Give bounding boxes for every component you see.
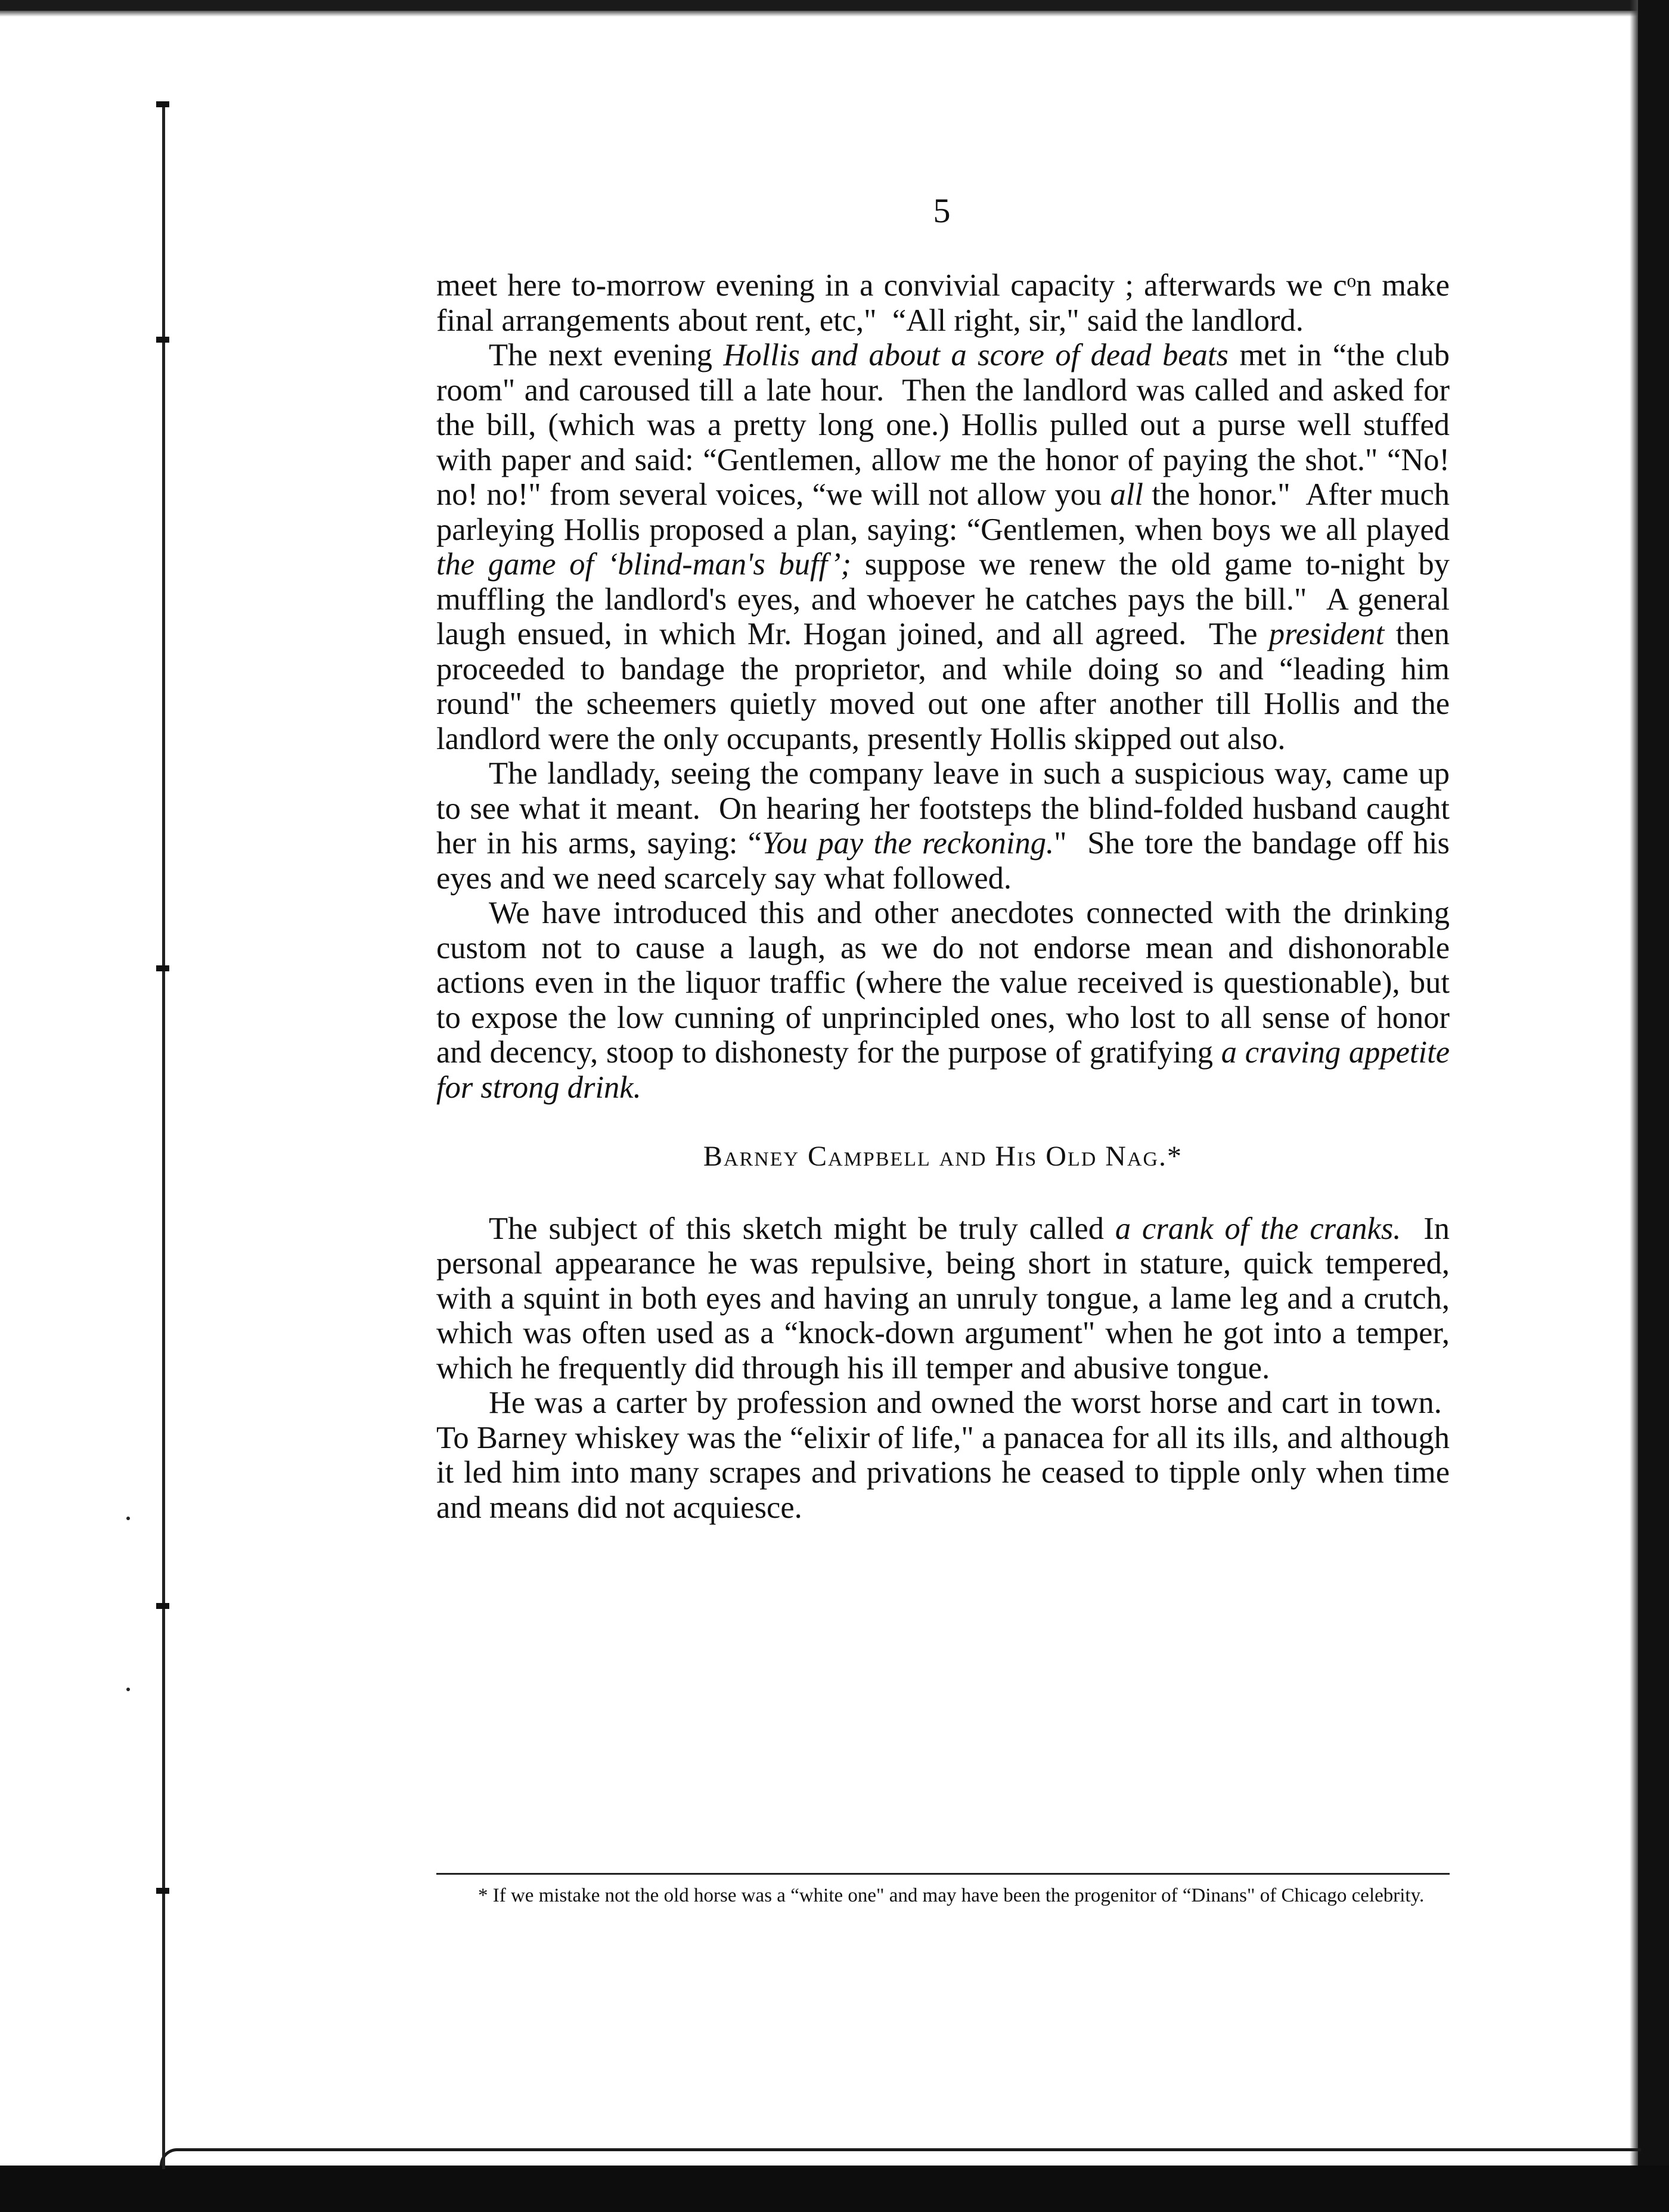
scan-bottom-border (0, 2166, 1669, 2212)
scan-right-shadow (1630, 0, 1638, 2212)
binding-mark (156, 1603, 169, 1609)
footnote-text: * If we mistake not the old horse was a “white one" and may have been the progenitor of “Dinans" of Chicago celebrity. (478, 1885, 1425, 1906)
binding-edge (162, 101, 165, 2169)
paragraph: The next evening Hollis and about a score of dead beats met in “the club room" and caroused till a late hour. Then the landlord was called and asked for the bill, (which was a pretty long one.) Hollis pulled out a purse well stuffed with paper and said: “Gentlemen, allow me the honor of paying the shot." “No! no! no!" from several voices, “we will not allow you all the honor." After much parleying Hollis proposed a plan, saying: “Gentlemen, when boys we all played the game of ‘blind-man's buff’; suppose we renew the old game to-night by muffling the landlord's eyes, and whoever he catches pays the bill." A general laugh ensued, in which Mr. Hogan joined, and all agreed. The president then proceeded to bandage the proprietor, and while doing so and “leading him round" the scheemers quietly moved out one after another till Hollis and the landlord were the only occupants, presently Hollis skipped out also. (436, 338, 1450, 756)
footnote (436, 1884, 1450, 1907)
footnote-rule (436, 1873, 1450, 1875)
binding-mark (156, 337, 169, 343)
section-heading: Barney Campbell and His Old Nag.* (703, 1141, 1183, 1172)
page-curl-edge (160, 2148, 1641, 2166)
scan-top-border (0, 0, 1669, 11)
page-number: 5 (933, 191, 951, 230)
paragraph: We have introduced this and other anecdotes connected with the drinking custom not to cause a laugh, as we do not endorse mean and dishonorable actions even in the liquor traffic (where the value received is questionable), but to expose the low cunning of unprincipled ones, who lost to all sense of honor and decency, stoop to dishonesty for the purpose of gratifying a craving appetite for strong drink. (436, 896, 1450, 1105)
paragraph: The subject of this sketch might be truly called a crank of the cranks. In personal appearance he was repulsive, being short in stature, quick tempered, with a squint in both eyes and having an unruly tongue, a lame leg and a crutch, which was often used as a “knock-down argument" when he got into a temper, which he frequently did through his ill temper and abusive tongue. (436, 1211, 1450, 1385)
paragraph: meet here to-morrow evening in a convivial capacity ; afterwards we cᵒn make final arrangements about rent, etc," “All right, sir," said the landlord. (436, 268, 1450, 338)
scan-speck (126, 1517, 130, 1520)
paragraph: He was a carter by profession and owned the worst horse and cart in town. To Barney whiskey was the “elixir of life," a panacea for all its ills, and although it led him into many scrapes and privations he ceased to tipple only when time and means did not acquiesce. (436, 1385, 1450, 1525)
binding-mark (156, 1888, 169, 1894)
paragraph: The landlady, seeing the company leave in such a suspicious way, came up to see what it meant. On hearing her footsteps the blind-folded husband caught her in his arms, saying: “You pay the reckoning." She tore the bandage off his eyes and we need scarcely say what followed. (436, 756, 1450, 896)
scan-speck (126, 1688, 130, 1691)
scan-top-shadow (0, 11, 1669, 17)
binding-mark (156, 101, 169, 107)
body-text (436, 268, 1450, 1525)
binding-mark (156, 965, 169, 971)
scan-right-border (1638, 0, 1669, 2212)
